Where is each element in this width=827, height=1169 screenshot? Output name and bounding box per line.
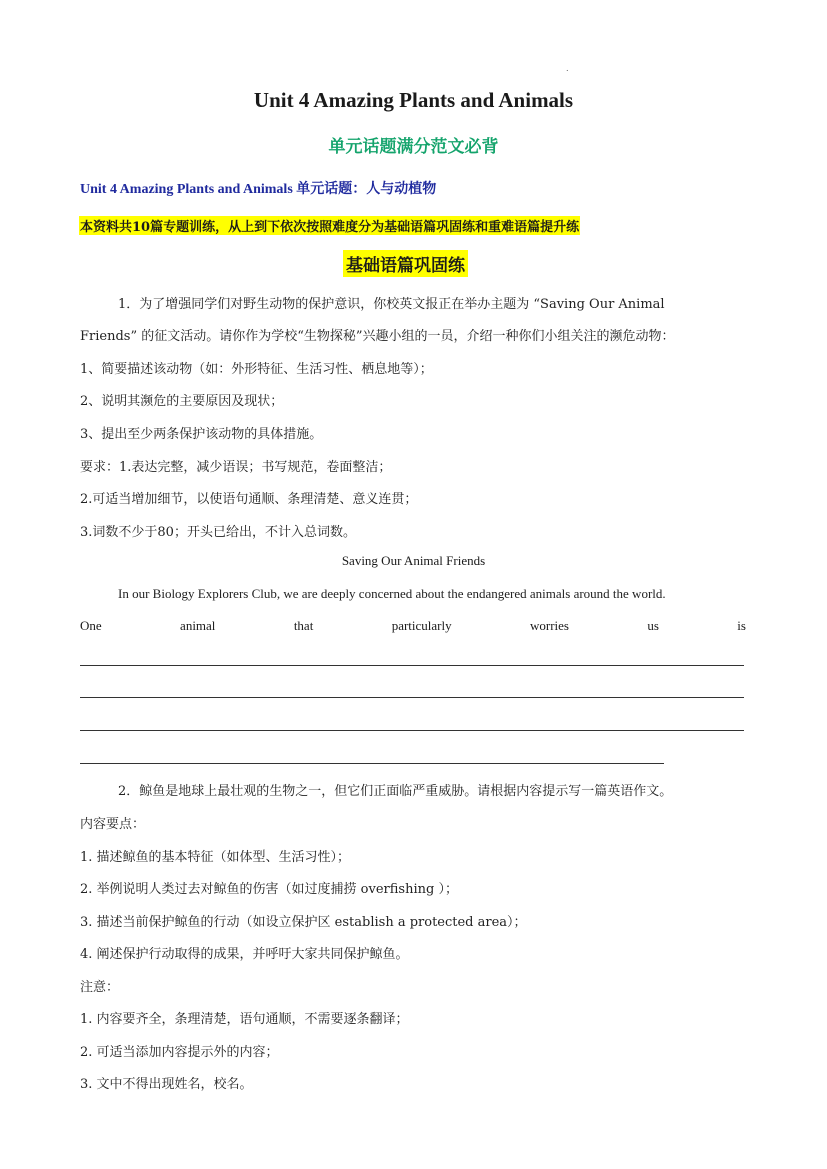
essay-word: is — [737, 618, 746, 633]
task2-note-label: 注意： — [80, 980, 120, 995]
page-subtitle: 单元话题满分范文必背 — [328, 137, 499, 157]
task1-point-1: 1、简要描述该动物（如：外形特征、生活习性、栖息地等）； — [80, 362, 433, 377]
essay-word: worries — [529, 618, 569, 633]
task1-intro-line2: Friends” 的征文活动。请你作为学校“生物探秘”兴趣小组的一员，介绍一种你们小组关注的濒危动物： — [80, 329, 675, 344]
answer-line — [80, 697, 744, 698]
task1-requirement-2: 2.可适当增加细节，以使语句通顺、条理清楚、意义连贯； — [80, 492, 418, 507]
essay-word: that — [293, 618, 314, 633]
essay-word: particularly — [391, 618, 452, 633]
unit-topic-english: Unit 4 Amazing Plants and Animals — [80, 182, 297, 197]
task1-requirement-3: 3.词数不少于80；开头已给出，不计入总词数。 — [80, 525, 356, 540]
answer-line — [80, 665, 744, 666]
page-title: Unit 4 Amazing Plants and Animals — [253, 88, 574, 112]
task1-point-2: 2、说明其濒危的主要原因及现状； — [80, 394, 284, 409]
essay-opening: In our Biology Explorers Club, we are deeply concerned about the endangered animals around the world. — [118, 586, 666, 601]
task2-note-3: 3. 文中不得出现姓名，校名。 — [80, 1077, 253, 1092]
essay-word: animal — [180, 618, 216, 633]
task2-intro: 2．鲸鱼是地球上最壮观的生物之一，但它们正面临严重威胁。请根据内容提示写一篇英语作文。 — [118, 784, 673, 799]
unit-topic — [80, 178, 436, 198]
task2-point-1: 1. 描述鲸鱼的基本特征（如体型、生活习性）； — [80, 850, 351, 865]
task2-point-4: 4. 阐述保护行动取得的成果，并呼吁大家共同保护鲸鱼。 — [80, 947, 409, 962]
essay-word: One — [80, 618, 102, 633]
section-heading: 基础语篇巩固练 — [343, 250, 468, 277]
task1-intro-line1: 1．为了增强同学们对野生动物的保护意识，你校英文报正在举办主题为 “Saving Our Animal — [118, 297, 665, 312]
task2-note-1: 1. 内容要齐全，条理清楚，语句通顺，不需要逐条翻译； — [80, 1012, 409, 1027]
unit-topic-chinese: 单元话题：人与动植物 — [296, 181, 437, 197]
task1-point-3: 3、提出至少两条保护该动物的具体措施。 — [80, 427, 323, 442]
essay-word: us — [647, 618, 659, 633]
task2-point-2: 2. 举例说明人类过去对鲸鱼的伤害（如过度捕捞 overfishing ）； — [80, 882, 458, 897]
essay-opening-continued — [80, 618, 746, 634]
task2-note-2: 2. 可适当添加内容提示外的内容； — [80, 1045, 279, 1060]
task2-content-label: 内容要点： — [80, 817, 146, 832]
task1-requirement-1: 要求：1.表达完整，减少语误；书写规范，卷面整洁； — [80, 460, 392, 475]
essay-title: Saving Our Animal Friends — [341, 553, 486, 568]
answer-line — [80, 730, 744, 731]
answer-line — [80, 763, 664, 764]
corner-dot: . — [566, 64, 569, 73]
task2-point-3: 3. 描述当前保护鲸鱼的行动（如设立保护区 establish a protected area）； — [80, 915, 527, 930]
highlight-notice: 本资料共10篇专题训练，从上到下依次按照难度分为基础语篇巩固练和重难语篇提升练 — [79, 216, 580, 235]
